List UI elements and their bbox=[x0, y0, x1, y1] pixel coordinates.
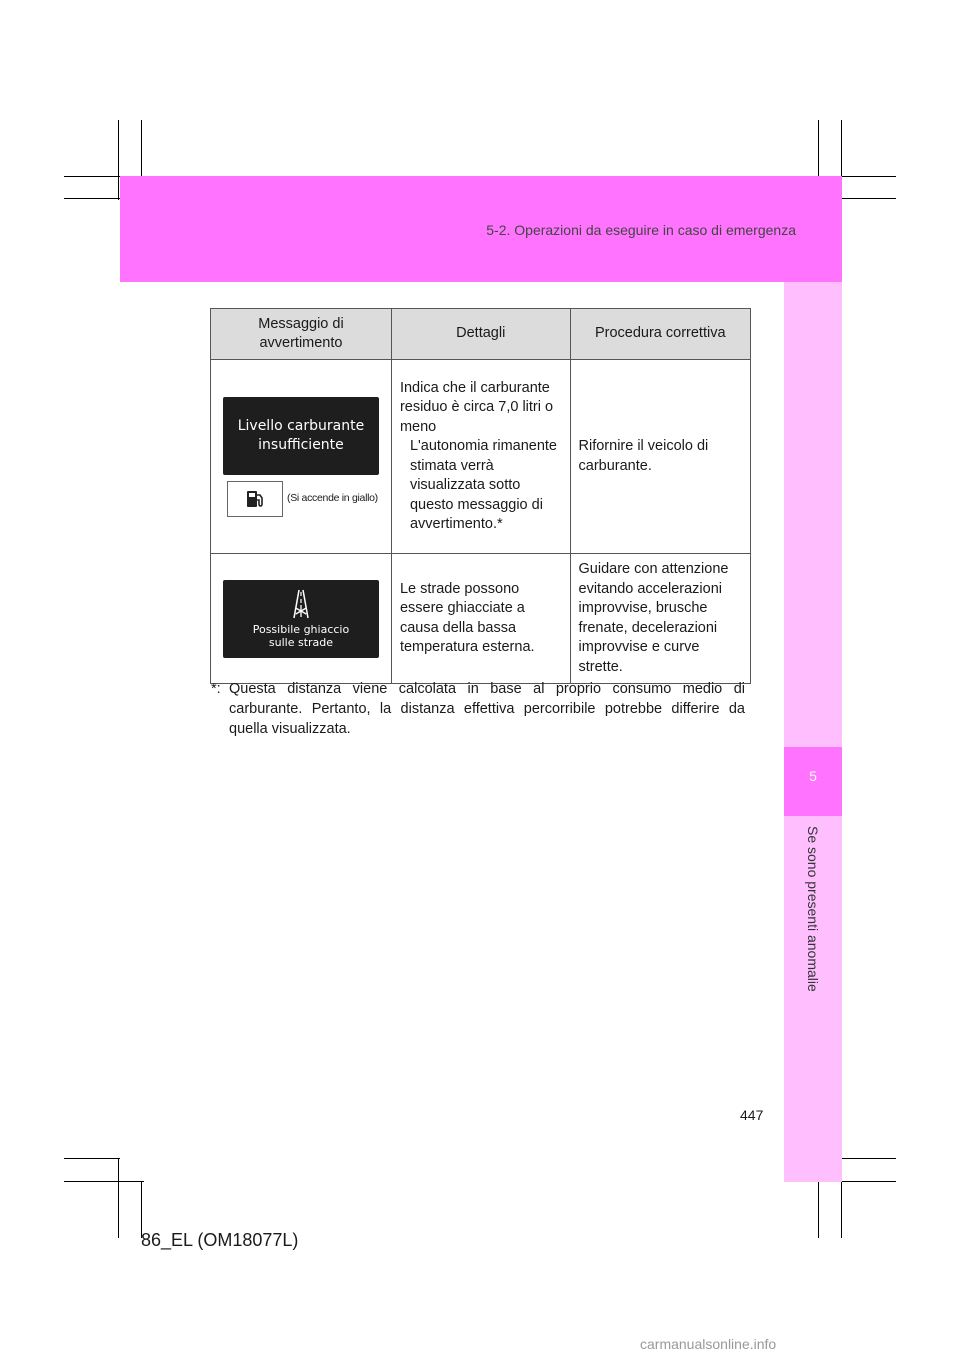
procedure-cell: Rifornire il veicolo di carburante. bbox=[570, 360, 750, 554]
crop-mark bbox=[818, 1181, 819, 1238]
details-subtext: L'autonomia rimanente stimata verrà visualizzata sotto questo messaggio di avvertimento.* bbox=[409, 438, 557, 532]
display-text: Possibile ghiaccio bbox=[252, 622, 350, 636]
header-band bbox=[120, 176, 842, 282]
section-title: 5-2. Operazioni da eseguire in caso di emergenza bbox=[486, 222, 796, 238]
message-cell bbox=[211, 360, 392, 554]
fuel-warning-display bbox=[223, 397, 379, 475]
icon-note: (Si accende in giallo) bbox=[287, 491, 378, 504]
crop-mark bbox=[842, 198, 896, 199]
side-tab bbox=[784, 282, 842, 1182]
details-text: Indica che il carburante residuo è circa 7,0 litri o meno bbox=[399, 379, 554, 435]
message-cell bbox=[211, 554, 392, 684]
header-details: Dettagli bbox=[391, 309, 570, 360]
fuel-indicator bbox=[227, 481, 383, 517]
ice-warning-display bbox=[223, 580, 379, 658]
chapter-label: Se sono presenti anomalie bbox=[805, 826, 821, 992]
footnote-text: Questa distanza viene calcolata in base al proprio consumo medio di carburante. Pertanto, la distanza effettiva percorribile potrebbe differire da quella visualizzata. bbox=[229, 681, 745, 737]
table-row bbox=[211, 554, 751, 684]
document-code: 86_EL (OM18077L) bbox=[141, 1230, 299, 1250]
display-text: insufficiente bbox=[258, 436, 344, 453]
footnote bbox=[211, 679, 745, 739]
procedure-cell: Guidare con attenzione evitando accelerazioni improvvise, brusche frenate, decelerazioni improvvise e curve strette. bbox=[570, 554, 750, 684]
crop-mark bbox=[64, 1181, 144, 1182]
crop-mark bbox=[64, 1158, 120, 1159]
footnote-marker: *: bbox=[211, 681, 221, 697]
table-row bbox=[211, 360, 751, 554]
page-number: 447 bbox=[740, 1107, 764, 1123]
fuel-pump-icon bbox=[227, 481, 283, 517]
crop-mark bbox=[118, 120, 119, 200]
details-cell: Le strade possono essere ghiacciate a causa della bassa temperatura esterna. bbox=[391, 554, 570, 684]
crop-mark bbox=[141, 120, 142, 178]
icy-road-icon bbox=[286, 586, 316, 620]
crop-mark bbox=[818, 120, 819, 178]
crop-mark bbox=[64, 198, 120, 199]
chapter-number: 5 bbox=[809, 768, 817, 784]
watermark: carmanualsonline.info bbox=[640, 1336, 777, 1352]
details-cell bbox=[391, 360, 570, 554]
crop-mark bbox=[118, 1158, 119, 1238]
display-text: Livello carburante bbox=[237, 417, 365, 434]
header-procedure: Procedura correttiva bbox=[570, 309, 750, 360]
crop-mark bbox=[842, 1158, 896, 1159]
display-text: sulle strade bbox=[268, 635, 334, 649]
table-header-row bbox=[211, 309, 751, 360]
warning-table bbox=[210, 308, 751, 684]
header-message: Messaggio di avvertimento bbox=[211, 309, 392, 360]
